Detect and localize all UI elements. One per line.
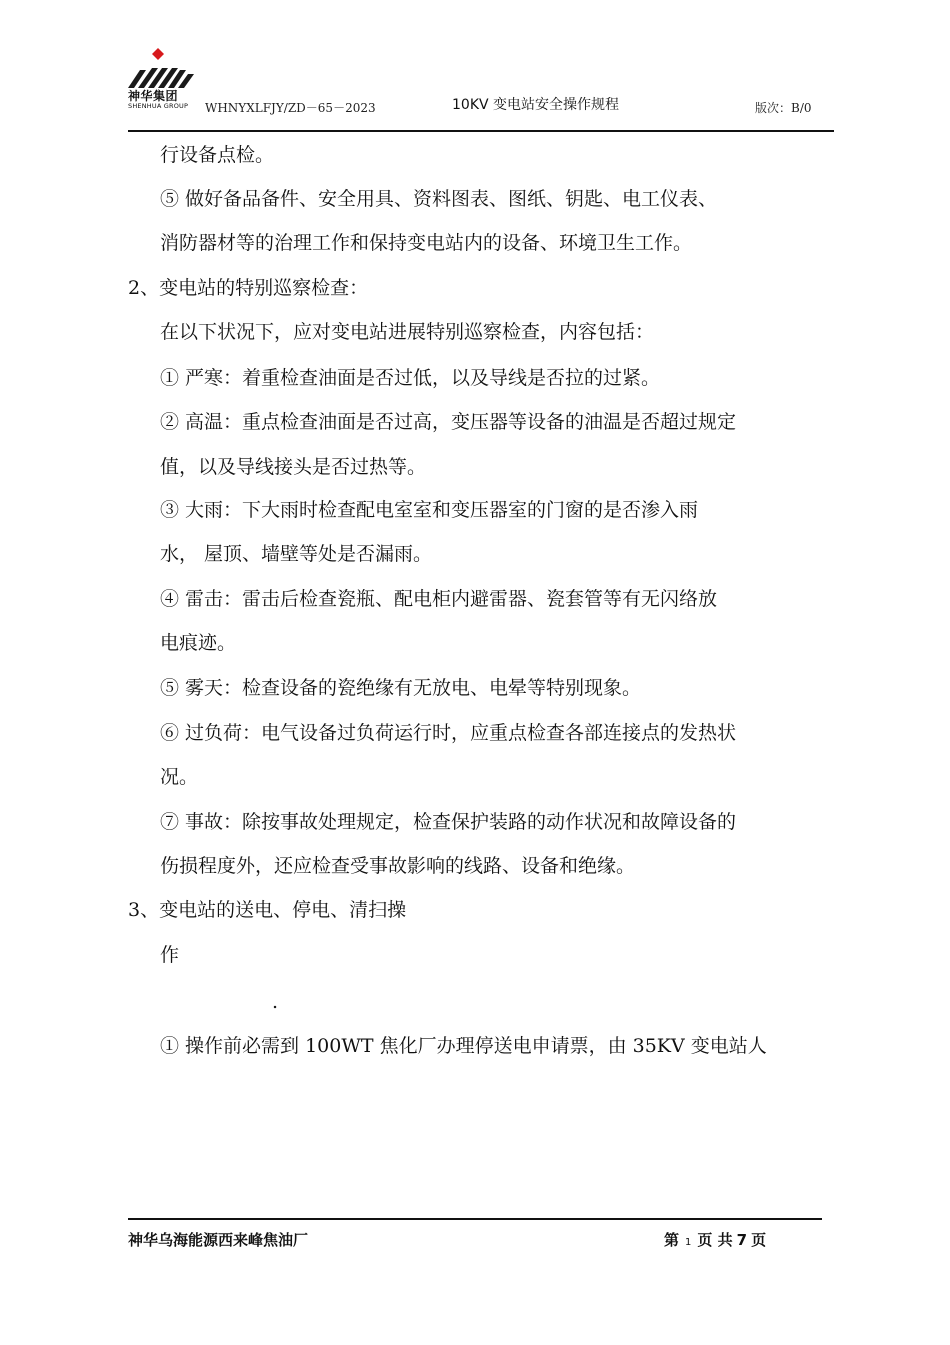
body-line: 况。 xyxy=(160,766,199,788)
footer-divider xyxy=(128,1218,822,1220)
body-line: ① 严寒：着重检查油面是否过低，以及导线是否拉的过紧。 xyxy=(160,367,661,389)
page-mid: 页 共 xyxy=(697,1231,733,1249)
body-line: 伤损程度外，还应检查受事故影响的线路、设备和绝缘。 xyxy=(160,855,636,877)
body-line: ⑦ 事故：除按事故处理规定，检查保护装路的动作状况和故障设备的 xyxy=(160,811,737,833)
page-number: 1 xyxy=(685,1237,692,1248)
body-line: ⑥ 过负荷：电气设备过负荷运行时，应重点检查各部连接点的发热状 xyxy=(160,722,737,744)
header-divider xyxy=(128,130,834,132)
body-line: ⑤ 做好备品备件、安全用具、资料图表、图纸、钥匙、电工仪表、 xyxy=(160,188,718,210)
document-version: 版次：B/0 xyxy=(755,101,812,115)
body-line: 行设备点检。 xyxy=(160,144,275,166)
section-heading: 2、变电站的特别巡察检查： xyxy=(128,277,369,299)
body-line: 值，以及导线接头是否过热等。 xyxy=(160,456,427,478)
document-title: 10KV 变电站安全操作规程 xyxy=(452,97,620,113)
section-heading: 3、变电站的送电、停电、清扫操 xyxy=(128,899,407,921)
body-line: 电痕迹。 xyxy=(160,632,237,654)
body-line: 作 xyxy=(160,944,180,966)
logo-chinese-name: 神华集团 xyxy=(128,89,179,103)
body-line: ② 高温：重点检查油面是否过高，变压器等设备的油温是否超过规定 xyxy=(160,411,737,433)
body-line: 消防器材等的治理工作和保持变电站内的设备、环境卫生工作。 xyxy=(160,232,693,254)
page-total: 7 xyxy=(736,1231,748,1249)
shenhua-logo-icon xyxy=(126,48,200,90)
page-suffix: 页 xyxy=(751,1231,767,1249)
footer-organization: 神华乌海能源西来峰焦油厂 xyxy=(128,1231,309,1249)
body-line: 在以下状况下，应对变电站进展特别巡察检查，内容包括： xyxy=(160,321,655,343)
logo-english-name: SHENHUA GROUP xyxy=(128,102,189,110)
stray-dot: . xyxy=(272,991,279,1013)
body-line: 水， 屋顶、墙壁等处是否漏雨。 xyxy=(160,543,433,565)
page-indicator xyxy=(664,1229,766,1250)
page-prefix: 第 xyxy=(664,1231,680,1249)
document-code: WHNYXLFJY/ZD－65－2023 xyxy=(205,101,376,115)
body-line: ④ 雷击：雷击后检查瓷瓶、配电柜内避雷器、瓷套管等有无闪络放 xyxy=(160,588,718,610)
body-line: ⑤ 雾天：检查设备的瓷绝缘有无放电、电晕等特别现象。 xyxy=(160,677,642,699)
body-line: ③ 大雨：下大雨时检查配电室室和变压器室的门窗的是否渗入雨 xyxy=(160,499,699,521)
body-line: ① 操作前必需到 100WT 焦化厂办理停送电申请票，由 35KV 变电站人 xyxy=(160,1035,767,1057)
